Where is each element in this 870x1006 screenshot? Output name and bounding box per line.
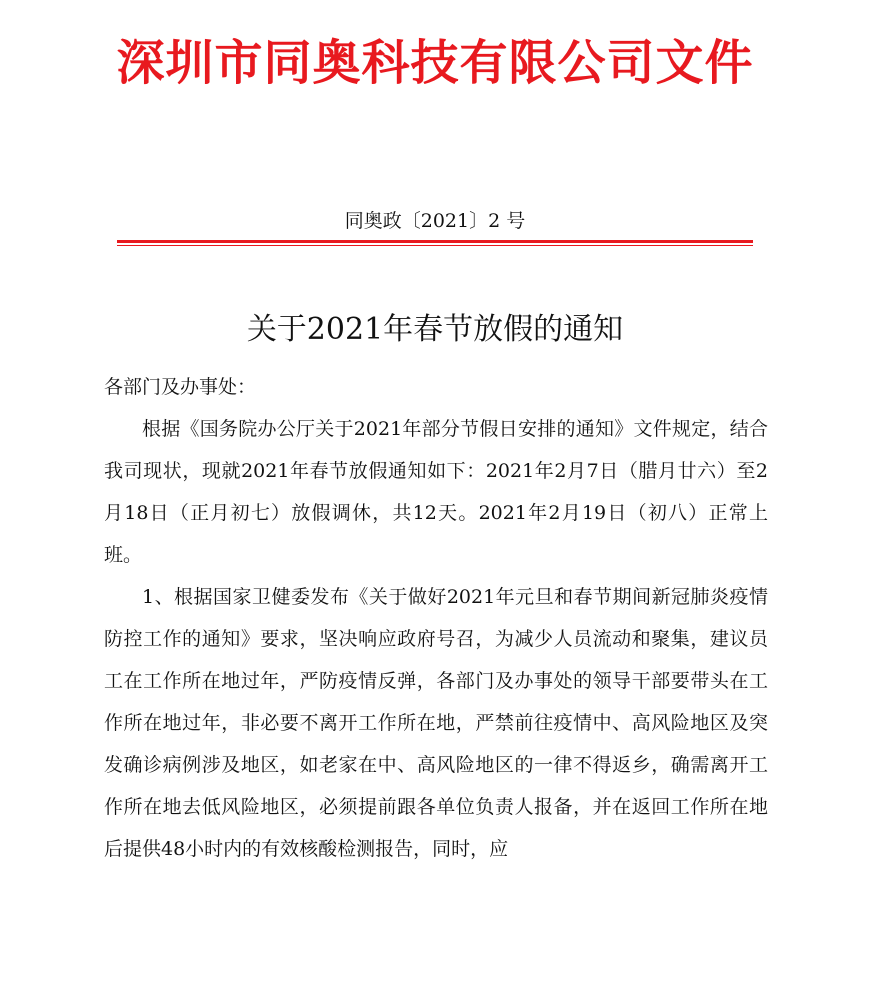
letterhead-title: 深圳市同奥科技有限公司文件: [116, 35, 754, 91]
document-body: [104, 366, 768, 870]
red-divider-rule: [117, 240, 753, 246]
document-title: 关于2021年春节放假的通知: [246, 312, 624, 347]
document-number: 同奥政〔2021〕2 号: [344, 210, 526, 232]
body-paragraph-2: 1、根据国家卫健委发布《关于做好2021年元旦和春节期间新冠肺炎疫情防控工作的通知》要求，坚决响应政府号召，为减少人员流动和聚集，建议员工在工作所在地过年，严防疫情反弹，各部门及办事处的领导干部要带头在工作所在地过年，非必要不离开工作所在地，严禁前往疫情中、高风险地区及突发确诊病例涉及地区，如老家在中、高风险地区的一律不得返乡，确需离开工作所在地去低风险地区，必须提前跟各单位负责人报备，并在返回工作所在地后提供48小时内的有效核酸检测报告，同时，应: [104, 586, 768, 860]
salutation: 各部门及办事处：: [104, 376, 257, 398]
body-paragraph-1: 根据《国务院办公厅关于2021年部分节假日安排的通知》文件规定，结合我司现状，现就2021年春节放假通知如下：2021年2月7日（腊月廿六）至2月18日（正月初七）放假调休，共12天。2021年2月19日（初八）正常上班。: [104, 418, 768, 566]
